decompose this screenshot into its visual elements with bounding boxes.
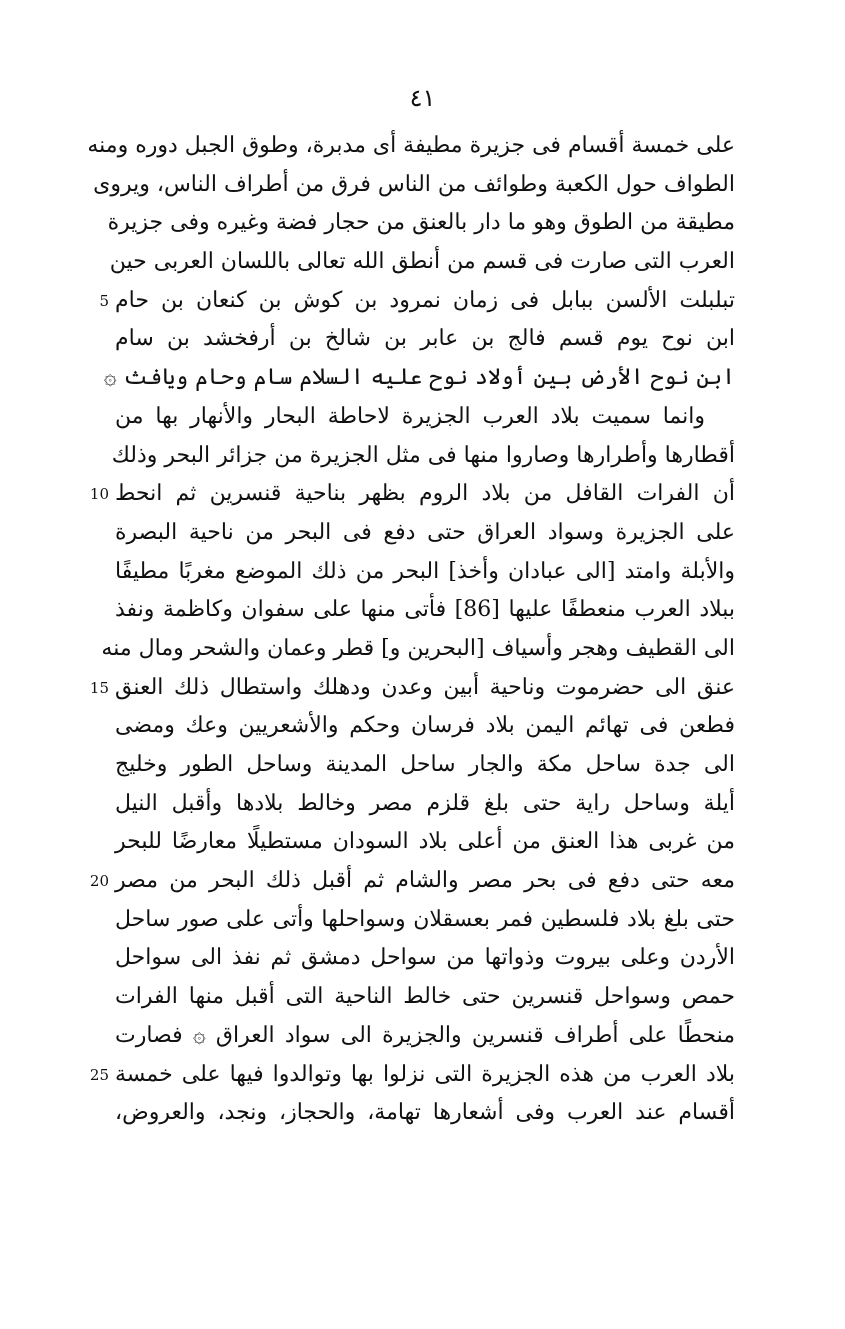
- line-text: معه حتى دفع فى بحر مصر والشام ثم أقبل ذلك البحر من مصر: [115, 868, 735, 894]
- text-line: [109, 243, 735, 282]
- line-number: 5: [99, 291, 109, 310]
- line-text: وانما سميت بلاد العرب الجزيرة لاحاطة البحار والأنهار بها من: [115, 403, 705, 429]
- page-number: ٤١: [409, 84, 436, 112]
- text-line: [115, 398, 735, 437]
- line-text: أقسام عند العرب وفى أشعارها تهامة، والحجاز، ونجد، والعروض،: [115, 1100, 735, 1126]
- line-text: على الجزيرة وسواد العراق حتى دفع فى البحر من ناحية البصرة: [115, 519, 735, 545]
- text-line: [111, 437, 735, 476]
- line-text: حمص وسواحل قنسرين حتى خالط الناحية التى أقبل منها الفرات: [115, 984, 735, 1010]
- text-line: [89, 669, 735, 708]
- line-number: 20: [89, 872, 109, 891]
- text-line: [89, 862, 735, 901]
- line-text: الأردن وعلى بيروت وذواتها من سواحل دمشق ثم نفذ الى سواحل: [115, 945, 735, 971]
- body-text: [87, 127, 736, 1133]
- text-line: [107, 204, 735, 243]
- line-text: تبلبلت الألسن ببابل فى زمان نمرود بن كوش بن كنعان بن حام: [115, 287, 735, 313]
- text-line: [87, 127, 735, 166]
- line-text: ابن نوح يوم قسم فالج بن عابر بن شالخ بن أرفخشد بن سام: [115, 326, 735, 352]
- text-line: [115, 514, 735, 553]
- line-text: فطعن فى تهائم اليمن بلاد فرسان وحكم والأشعريين وعك ومضى: [115, 713, 735, 739]
- text-line: [115, 320, 735, 359]
- line-text: حتى بلغ بلاد فلسطين فمر بعسقلان وسواحلها وأتى على صور ساحل: [115, 906, 735, 932]
- line-text: عنق الى حضرموت وناحية أبين وعدن ودهلك واستطال ذلك العنق: [115, 674, 735, 700]
- text-line: [115, 939, 735, 978]
- text-line: [89, 1056, 735, 1095]
- text-line: [115, 823, 735, 862]
- line-text: أن الفرات القافل من بلاد الروم بظهر بناحية قنسرين ثم انحط: [115, 481, 735, 507]
- text-line: [115, 901, 735, 940]
- text-line: [115, 746, 735, 785]
- text-line: [115, 1017, 735, 1056]
- text-line: [115, 553, 735, 592]
- line-text: بلاد العرب من هذه الجزيرة التى نزلوا بها وتوالدوا فيها على خمسة: [115, 1061, 735, 1087]
- line-number: 15: [89, 678, 109, 697]
- line-text: أقطارها وأطرارها وصاروا منها فى مثل الجزيرة من جزائر البحر وذلك: [111, 442, 735, 468]
- line-text: ابن نوح الأرض بين أولاد نوح عليه السلام سام وحام ويافث ۞: [103, 365, 735, 391]
- line-text: منحطًا على أطراف قنسرين والجزيرة الى سواد العراق ۞ فصارت: [115, 1022, 735, 1048]
- line-text: أيلة وساحل راية حتى بلغ قلزم مصر وخالط بلادها وأقبل النيل: [115, 790, 735, 816]
- line-text: الى القطيف وهجر وأسياف [البحرين و] قطر وعمان والشحر ومال منه: [101, 635, 735, 661]
- text-line: [115, 978, 735, 1017]
- line-text: الى جدة ساحل مكة والجار ساحل المدينة وساحل الطور وخليج: [115, 752, 735, 777]
- line-number: 10: [89, 485, 109, 504]
- text-line: [89, 475, 735, 514]
- line-text: ببلاد العرب منعطفًا عليها [86] فأتى منها على سفوان وكاظمة ونفذ: [115, 597, 736, 623]
- line-text: الطواف حول الكعبة وطوائف من الناس فرق من أطراف الناس، ويروى: [93, 171, 735, 197]
- line-text: والأبلة وامتد [الى عبادان وأخذ] البحر من ذلك الموضع مغربًا مطيفًا: [115, 558, 735, 584]
- line-text: العرب التى صارت فى قسم من أنطق الله تعالى باللسان العربى حين: [109, 249, 735, 275]
- line-text: على خمسة أقسام فى جزيرة مطيفة أى مدبرة، وطوق الجبل دوره ومنه: [87, 133, 735, 158]
- text-line: [93, 166, 735, 205]
- text-line: [115, 591, 735, 630]
- line-text: من غربى هذا العنق من أعلى بلاد السودان مستطيلًا معارضًا للبحر: [115, 829, 735, 855]
- text-line: [99, 282, 735, 321]
- text-line: [115, 707, 735, 746]
- text-line: [101, 630, 735, 669]
- text-line: [115, 1094, 735, 1133]
- text-line: [103, 359, 735, 398]
- text-line: [115, 785, 735, 824]
- line-number: 25: [89, 1065, 109, 1084]
- line-text: مطيقة من الطوق وهو ما دار بالعنق من حجار فضة وغيره وفى جزيرة: [107, 210, 735, 236]
